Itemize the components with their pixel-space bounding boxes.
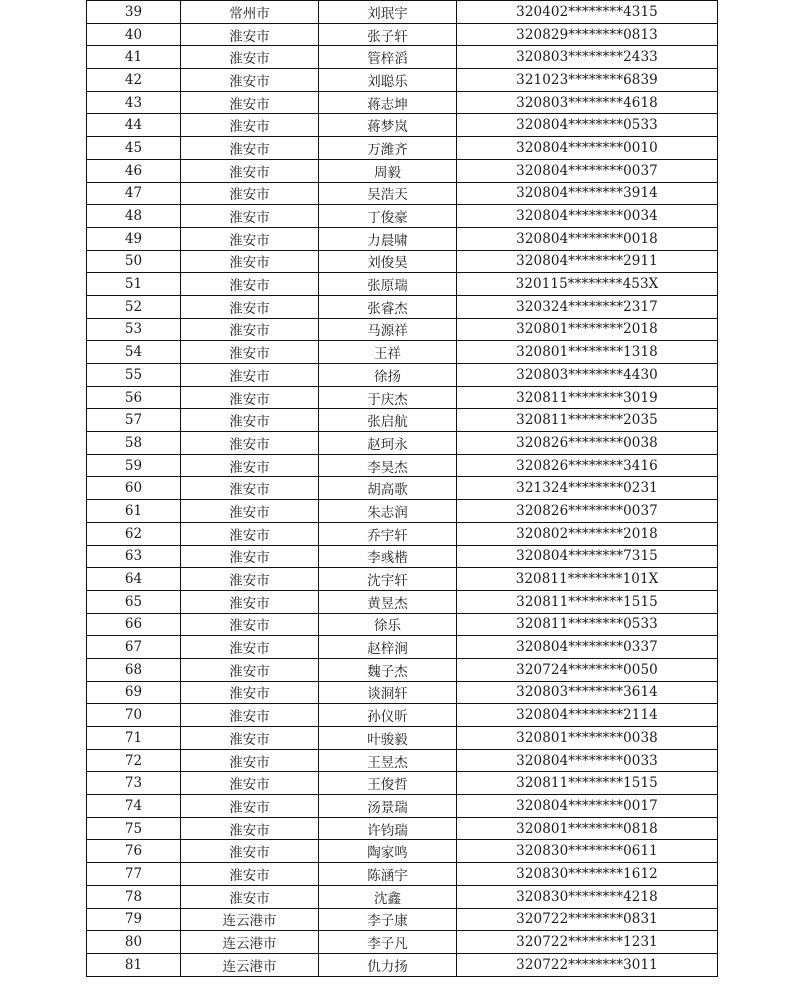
- person-name-cell: 于庆杰: [319, 386, 457, 409]
- city-cell: 淮安市: [181, 863, 319, 886]
- serial-number-cell: 47: [87, 182, 181, 205]
- person-name-cell: 叶骏毅: [319, 727, 457, 750]
- person-name-cell: 马源祥: [319, 318, 457, 341]
- table-row: [87, 182, 718, 205]
- id-number-cell: 320802********2018: [457, 522, 718, 545]
- person-name-cell: 吴浩天: [319, 182, 457, 205]
- serial-number-cell: 49: [87, 227, 181, 250]
- person-name-cell: 刘聪乐: [319, 69, 457, 92]
- id-number-cell: 320804********0533: [457, 114, 718, 137]
- city-cell: 淮安市: [181, 205, 319, 228]
- person-name-cell: 沈宇轩: [319, 568, 457, 591]
- serial-number-cell: 63: [87, 545, 181, 568]
- table-row: [87, 295, 718, 318]
- city-cell: 淮安市: [181, 545, 319, 568]
- id-number-cell: 320724********0050: [457, 658, 718, 681]
- table-row: [87, 658, 718, 681]
- table-row: [87, 205, 718, 228]
- serial-number-cell: 79: [87, 908, 181, 931]
- serial-number-cell: 78: [87, 885, 181, 908]
- id-number-cell: 320722********3011: [457, 953, 718, 976]
- table-row: [87, 522, 718, 545]
- table-row: [87, 931, 718, 954]
- id-number-cell: 320811********1515: [457, 772, 718, 795]
- id-number-cell: 320804********7315: [457, 545, 718, 568]
- table-row: [87, 817, 718, 840]
- serial-number-cell: 39: [87, 1, 181, 24]
- table-row: [87, 863, 718, 886]
- serial-number-cell: 72: [87, 749, 181, 772]
- city-cell: 淮安市: [181, 318, 319, 341]
- serial-number-cell: 61: [87, 500, 181, 523]
- id-number-cell: 320804********0018: [457, 227, 718, 250]
- table-row: [87, 227, 718, 250]
- city-cell: 淮安市: [181, 409, 319, 432]
- table-row: [87, 477, 718, 500]
- id-number-cell: 320826********3416: [457, 454, 718, 477]
- table-row: [87, 613, 718, 636]
- person-name-cell: 刘珉宇: [319, 1, 457, 24]
- person-name-cell: 孙仪昕: [319, 704, 457, 727]
- id-number-cell: 320830********4218: [457, 885, 718, 908]
- id-number-cell: 320804********2911: [457, 250, 718, 273]
- table-row: [87, 590, 718, 613]
- person-name-cell: 王俊哲: [319, 772, 457, 795]
- table-row: [87, 46, 718, 69]
- table-row: [87, 568, 718, 591]
- city-cell: 淮安市: [181, 182, 319, 205]
- city-cell: 淮安市: [181, 636, 319, 659]
- city-cell: 淮安市: [181, 840, 319, 863]
- serial-number-cell: 62: [87, 522, 181, 545]
- id-number-cell: 320811********0533: [457, 613, 718, 636]
- serial-number-cell: 74: [87, 795, 181, 818]
- city-cell: 淮安市: [181, 364, 319, 387]
- id-number-cell: 320830********1612: [457, 863, 718, 886]
- id-number-cell: 320829********0813: [457, 23, 718, 46]
- person-name-cell: 张子轩: [319, 23, 457, 46]
- table-row: [87, 273, 718, 296]
- person-name-cell: 沈鑫: [319, 885, 457, 908]
- city-cell: 淮安市: [181, 817, 319, 840]
- id-number-cell: 320804********0033: [457, 749, 718, 772]
- serial-number-cell: 40: [87, 23, 181, 46]
- serial-number-cell: 60: [87, 477, 181, 500]
- id-number-cell: 320803********2433: [457, 46, 718, 69]
- city-cell: 淮安市: [181, 681, 319, 704]
- person-name-cell: 刘俊昊: [319, 250, 457, 273]
- person-name-cell: 丁俊豪: [319, 205, 457, 228]
- city-cell: 淮安市: [181, 432, 319, 455]
- person-name-cell: 徐乐: [319, 613, 457, 636]
- serial-number-cell: 81: [87, 953, 181, 976]
- table-row: [87, 795, 718, 818]
- id-number-cell: 320830********0611: [457, 840, 718, 863]
- city-cell: 淮安市: [181, 250, 319, 273]
- serial-number-cell: 76: [87, 840, 181, 863]
- id-number-cell: 320804********2114: [457, 704, 718, 727]
- table-row: [87, 749, 718, 772]
- person-name-cell: 蒋梦岚: [319, 114, 457, 137]
- person-name-cell: 赵珂永: [319, 432, 457, 455]
- city-cell: 淮安市: [181, 69, 319, 92]
- city-cell: 淮安市: [181, 46, 319, 69]
- city-cell: 淮安市: [181, 590, 319, 613]
- person-name-cell: 王祥: [319, 341, 457, 364]
- id-number-cell: 320803********3614: [457, 681, 718, 704]
- person-name-cell: 仇力扬: [319, 953, 457, 976]
- table-row: [87, 341, 718, 364]
- person-name-cell: 李彧楷: [319, 545, 457, 568]
- city-cell: 连云港市: [181, 953, 319, 976]
- serial-number-cell: 77: [87, 863, 181, 886]
- serial-number-cell: 58: [87, 432, 181, 455]
- serial-number-cell: 50: [87, 250, 181, 273]
- person-name-cell: 魏子杰: [319, 658, 457, 681]
- serial-number-cell: 71: [87, 727, 181, 750]
- person-name-cell: 乔宇轩: [319, 522, 457, 545]
- person-name-cell: 陈涵宇: [319, 863, 457, 886]
- serial-number-cell: 64: [87, 568, 181, 591]
- table-row: [87, 432, 718, 455]
- city-cell: 淮安市: [181, 704, 319, 727]
- person-name-cell: 王昱杰: [319, 749, 457, 772]
- person-name-cell: 许钧瑞: [319, 817, 457, 840]
- table-row: [87, 636, 718, 659]
- table-row: [87, 908, 718, 931]
- id-number-cell: 320804********0010: [457, 137, 718, 160]
- id-number-cell: 320402********4315: [457, 1, 718, 24]
- serial-number-cell: 54: [87, 341, 181, 364]
- serial-number-cell: 66: [87, 613, 181, 636]
- person-name-cell: 徐扬: [319, 364, 457, 387]
- person-name-cell: 万潍齐: [319, 137, 457, 160]
- city-cell: 淮安市: [181, 885, 319, 908]
- serial-number-cell: 59: [87, 454, 181, 477]
- serial-number-cell: 75: [87, 817, 181, 840]
- person-name-cell: 李子凡: [319, 931, 457, 954]
- person-name-cell: 李昊杰: [319, 454, 457, 477]
- city-cell: 淮安市: [181, 749, 319, 772]
- roster-table: [86, 0, 718, 977]
- person-name-cell: 李子康: [319, 908, 457, 931]
- person-name-cell: 赵梓涧: [319, 636, 457, 659]
- city-cell: 淮安市: [181, 159, 319, 182]
- id-number-cell: 320801********0818: [457, 817, 718, 840]
- person-name-cell: 谈浻轩: [319, 681, 457, 704]
- id-number-cell: 320804********0037: [457, 159, 718, 182]
- person-name-cell: 张原瑞: [319, 273, 457, 296]
- serial-number-cell: 53: [87, 318, 181, 341]
- id-number-cell: 320826********0037: [457, 500, 718, 523]
- serial-number-cell: 52: [87, 295, 181, 318]
- table-row: [87, 91, 718, 114]
- person-name-cell: 陶家鸣: [319, 840, 457, 863]
- person-name-cell: 周毅: [319, 159, 457, 182]
- serial-number-cell: 55: [87, 364, 181, 387]
- id-number-cell: 320722********0831: [457, 908, 718, 931]
- city-cell: 连云港市: [181, 908, 319, 931]
- table-row: [87, 114, 718, 137]
- serial-number-cell: 65: [87, 590, 181, 613]
- id-number-cell: 320324********2317: [457, 295, 718, 318]
- table-row: [87, 727, 718, 750]
- serial-number-cell: 41: [87, 46, 181, 69]
- serial-number-cell: 67: [87, 636, 181, 659]
- city-cell: 淮安市: [181, 522, 319, 545]
- id-number-cell: 321023********6839: [457, 69, 718, 92]
- id-number-cell: 320803********4430: [457, 364, 718, 387]
- city-cell: 连云港市: [181, 931, 319, 954]
- serial-number-cell: 70: [87, 704, 181, 727]
- serial-number-cell: 45: [87, 137, 181, 160]
- city-cell: 淮安市: [181, 658, 319, 681]
- person-name-cell: 张睿杰: [319, 295, 457, 318]
- city-cell: 淮安市: [181, 772, 319, 795]
- city-cell: 淮安市: [181, 91, 319, 114]
- table-row: [87, 500, 718, 523]
- city-cell: 淮安市: [181, 137, 319, 160]
- serial-number-cell: 46: [87, 159, 181, 182]
- serial-number-cell: 43: [87, 91, 181, 114]
- id-number-cell: 320811********101X: [457, 568, 718, 591]
- person-name-cell: 黄昱杰: [319, 590, 457, 613]
- person-name-cell: 汤景瑞: [319, 795, 457, 818]
- serial-number-cell: 68: [87, 658, 181, 681]
- table-row: [87, 704, 718, 727]
- id-number-cell: 320804********0337: [457, 636, 718, 659]
- table-row: [87, 953, 718, 976]
- serial-number-cell: 56: [87, 386, 181, 409]
- person-name-cell: 朱志润: [319, 500, 457, 523]
- person-name-cell: 管梓滔: [319, 46, 457, 69]
- serial-number-cell: 69: [87, 681, 181, 704]
- id-number-cell: 320801********2018: [457, 318, 718, 341]
- table-row: [87, 1, 718, 24]
- serial-number-cell: 57: [87, 409, 181, 432]
- city-cell: 淮安市: [181, 227, 319, 250]
- table-row: [87, 840, 718, 863]
- city-cell: 淮安市: [181, 477, 319, 500]
- id-number-cell: 320115********453X: [457, 273, 718, 296]
- city-cell: 淮安市: [181, 386, 319, 409]
- person-name-cell: 蒋志坤: [319, 91, 457, 114]
- id-number-cell: 320801********0038: [457, 727, 718, 750]
- table-row: [87, 885, 718, 908]
- id-number-cell: 320801********1318: [457, 341, 718, 364]
- person-name-cell: 张启航: [319, 409, 457, 432]
- table-row: [87, 772, 718, 795]
- table-row: [87, 545, 718, 568]
- table-row: [87, 69, 718, 92]
- city-cell: 淮安市: [181, 727, 319, 750]
- table-row: [87, 137, 718, 160]
- city-cell: 淮安市: [181, 613, 319, 636]
- document-page: [86, 0, 718, 977]
- city-cell: 淮安市: [181, 454, 319, 477]
- id-number-cell: 320803********4618: [457, 91, 718, 114]
- id-number-cell: 320811********2035: [457, 409, 718, 432]
- id-number-cell: 320826********0038: [457, 432, 718, 455]
- roster-table-body: [87, 1, 718, 977]
- city-cell: 淮安市: [181, 341, 319, 364]
- table-row: [87, 318, 718, 341]
- id-number-cell: 320804********0017: [457, 795, 718, 818]
- id-number-cell: 320804********0034: [457, 205, 718, 228]
- table-row: [87, 364, 718, 387]
- city-cell: 常州市: [181, 1, 319, 24]
- serial-number-cell: 42: [87, 69, 181, 92]
- serial-number-cell: 44: [87, 114, 181, 137]
- id-number-cell: 320811********1515: [457, 590, 718, 613]
- city-cell: 淮安市: [181, 295, 319, 318]
- person-name-cell: 胡高歌: [319, 477, 457, 500]
- serial-number-cell: 51: [87, 273, 181, 296]
- city-cell: 淮安市: [181, 795, 319, 818]
- table-row: [87, 386, 718, 409]
- table-row: [87, 454, 718, 477]
- serial-number-cell: 73: [87, 772, 181, 795]
- city-cell: 淮安市: [181, 273, 319, 296]
- city-cell: 淮安市: [181, 500, 319, 523]
- table-row: [87, 681, 718, 704]
- id-number-cell: 320722********1231: [457, 931, 718, 954]
- id-number-cell: 321324********0231: [457, 477, 718, 500]
- person-name-cell: 力晨啸: [319, 227, 457, 250]
- city-cell: 淮安市: [181, 114, 319, 137]
- id-number-cell: 320804********3914: [457, 182, 718, 205]
- serial-number-cell: 80: [87, 931, 181, 954]
- table-row: [87, 250, 718, 273]
- serial-number-cell: 48: [87, 205, 181, 228]
- table-row: [87, 159, 718, 182]
- city-cell: 淮安市: [181, 568, 319, 591]
- id-number-cell: 320811********3019: [457, 386, 718, 409]
- table-row: [87, 23, 718, 46]
- table-row: [87, 409, 718, 432]
- city-cell: 淮安市: [181, 23, 319, 46]
